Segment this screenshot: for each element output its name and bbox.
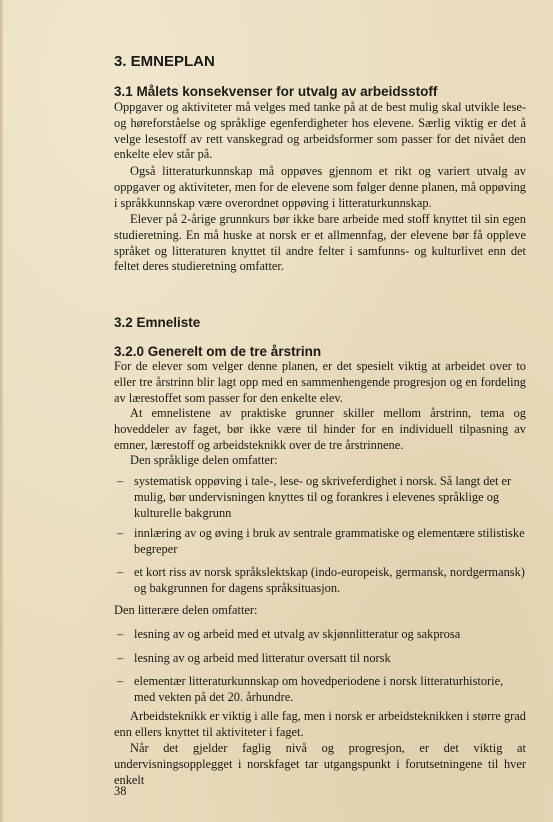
list-item-text: innlæring av og øving i bruk av sentrale grammatiske og elementære stilistiske begreper <box>134 526 525 556</box>
list-item-text: et kort riss av norsk språkslektskap (indo-europeisk, germansk, nordgermansk) og bakgrunnen for dagens språksituasjon. <box>134 565 525 595</box>
language-part-intro: Den språklige delen omfatter: <box>130 453 278 467</box>
list-item <box>114 565 526 597</box>
list-item-text: lesning av og arbeid med litteratur oversatt til norsk <box>134 651 391 665</box>
bullet-dash: – <box>117 474 124 488</box>
section-3-1-paragraph-1: Oppgaver og aktiviteter må velges med tanke på at de best mulig skal utvikle lese- og høreforståelse og språklige egenferdigheter hos elevene. Særlig viktig er det å velge lesestoff av rett vanskegrad og arbeidsformer som passer for det nivået den enkelte elev står på. <box>114 100 526 162</box>
list-item <box>114 526 526 558</box>
literature-part-intro: Den litterære delen omfatter: <box>114 603 258 617</box>
list-item <box>114 474 526 521</box>
section-3-2-0-paragraph-2: At emnelistene av praktiske grunner skiller mellom årstrinn, tema og hoveddeler av faget, bør ikke være til hinder for en individuell tilpasning av emner, lærestoff og arbeidsteknikk over de tre årstrinnene. <box>114 406 526 452</box>
section-3-1-paragraph-2: Også litteraturkunnskap må oppøves gjennom et rikt og variert utvalg av oppgaver og aktiviteter, men for de elevene som følger denne planen, må oppøving i språkkunnskap være overordnet oppøving i litteraturkunnskap. <box>114 164 526 210</box>
bullet-dash: – <box>117 651 124 665</box>
section-3-2-0-paragraph-1: For de elever som velger denne planen, er det spesielt viktig at arbeidet over to eller tre årstrinn blir lagt opp med en sammenhengende progresjon og en fordeling av lærestoffet som passer for den enkelte elev. <box>114 359 526 405</box>
bullet-dash: – <box>117 674 124 688</box>
list-item <box>114 651 526 667</box>
bullet-dash: – <box>117 526 124 540</box>
section-3-1-heading: 3.1 Målets konsekvenser for utvalg av arbeidsstoff <box>114 84 438 99</box>
list-item-text: elementær litteraturkunnskap om hovedperiodene i norsk litteraturhistorie, med vekten på det 20. århundre. <box>134 674 504 704</box>
chapter-heading: 3. EMNEPLAN <box>114 53 215 70</box>
bullet-dash: – <box>117 627 124 641</box>
page-edge-shadow <box>0 0 4 822</box>
list-item <box>114 627 526 643</box>
closing-paragraph-2: Når det gjelder faglig nivå og progresjon, er det viktig at undervisningsopplegget i norskfaget tar utgangspunkt i forutsetningene til hver enkelt <box>114 741 526 787</box>
section-3-2-0-heading: 3.2.0 Generelt om de tre årstrinn <box>114 344 322 359</box>
closing-paragraph-1: Arbeidsteknikk er viktig i alle fag, men i norsk er arbeidsteknikken i større grad enn ellers knyttet til aktiviteter i faget. <box>114 709 526 739</box>
section-3-1-paragraph-3: Elever på 2-årige grunnkurs bør ikke bare arbeide med stoff knyttet til sin egen studieretning. En må huske at norsk er et allmennfag, der elevene bør få oppleve språket og litteraturen knyttet til andre felter i samfunns- og kulturlivet enn det feltet deres studieretning omfatter. <box>114 212 526 274</box>
section-3-2-heading: 3.2 Emneliste <box>114 315 201 330</box>
list-item-text: systematisk oppøving i tale-, lese- og skriveferdighet i norsk. Så langt det er mulig, bør undervisningen knyttes til og forankres i elevenes språklige og kulturelle bakgrunn <box>134 474 512 520</box>
list-item <box>114 674 526 706</box>
bullet-dash: – <box>117 565 124 579</box>
page-number: 38 <box>114 784 127 798</box>
list-item-text: lesning av og arbeid med et utvalg av skjønnlitteratur og sakprosa <box>134 627 461 641</box>
